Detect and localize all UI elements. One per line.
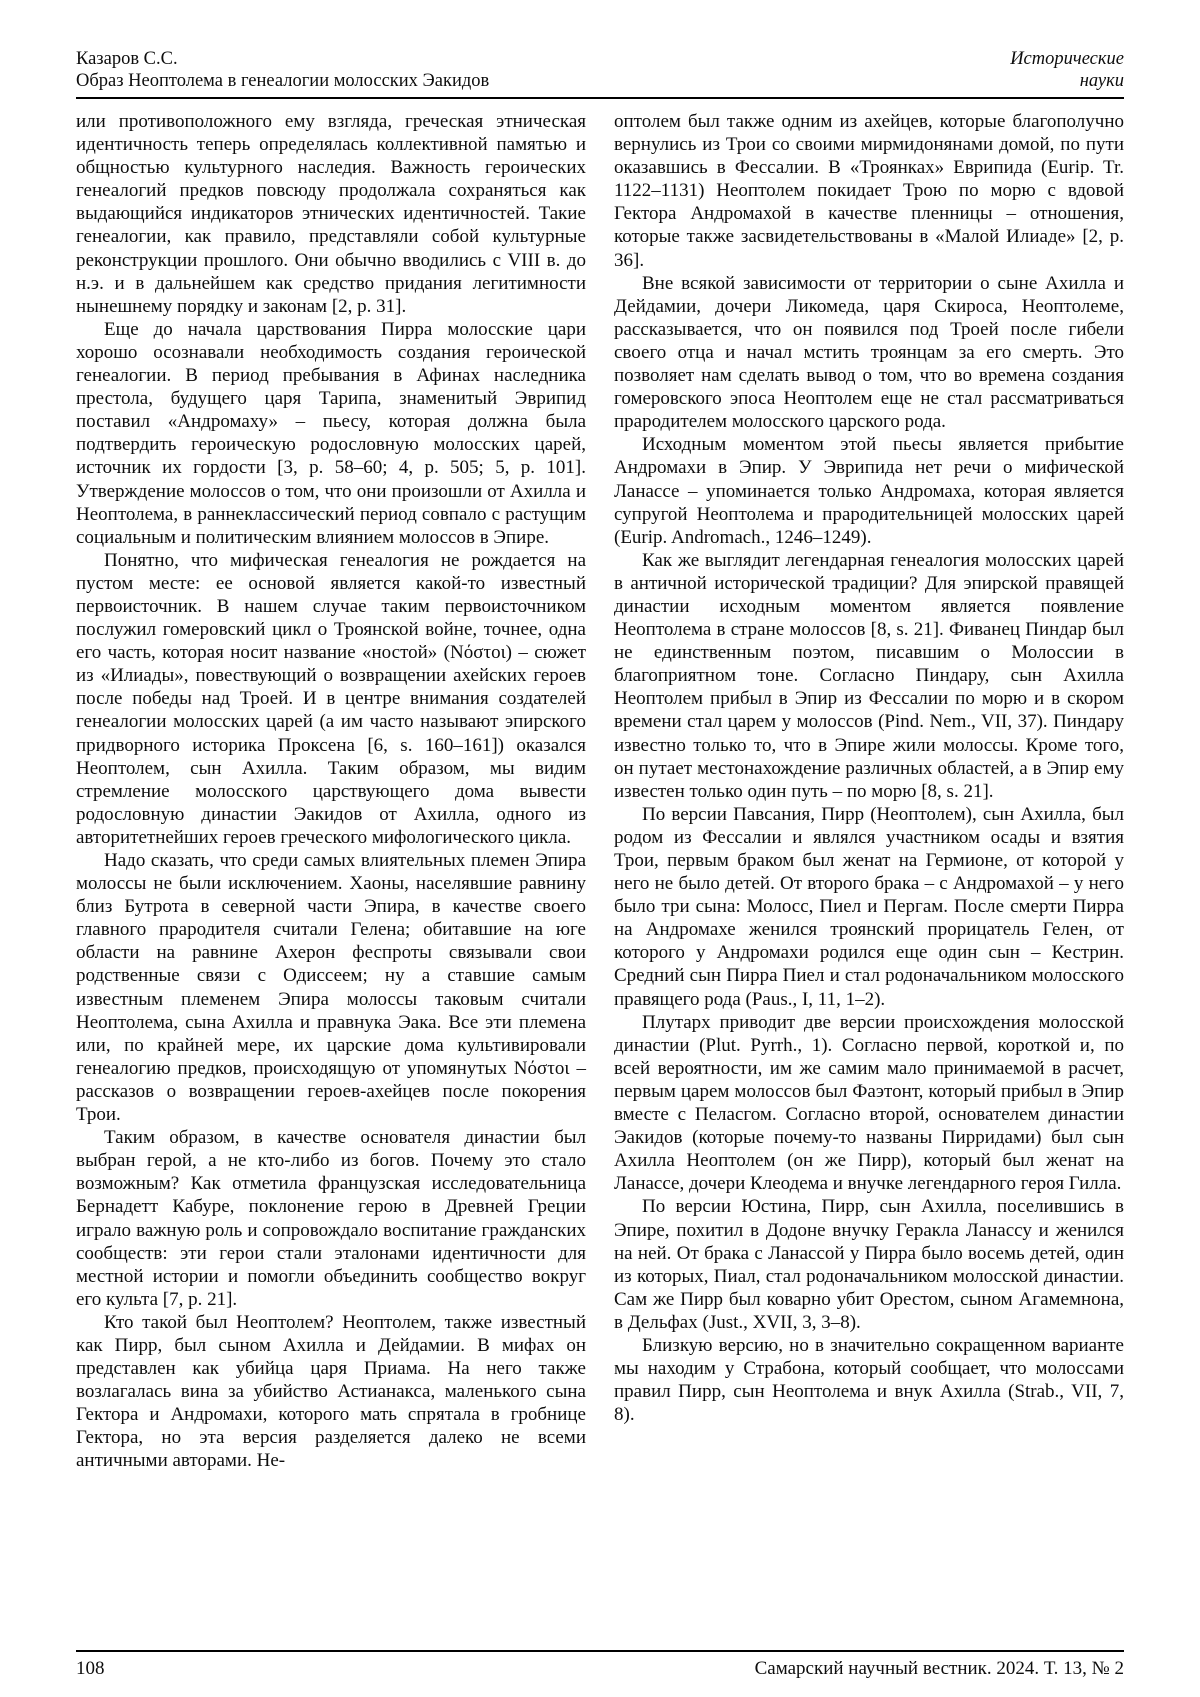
paragraph: Надо сказать, что среди самых влиятельных племен Эпира молоссы не были исключением. Хаоны, населявшие равнину близ Бутрота в северной части Эпира, в качестве своего главного прародителя считали Гелена; обитавшие на юге области на равнине Ахерон феспроты связывали свои родственные связи с Одиссеем; ну а ставшие самым известным племенем Эпира молоссы таковым считали Неоптолема, сына Ахилла и правнука Эака. Все эти племена или, по крайней мере, их царские дома культивировали генеалогию предков, происходящую от упомянутых Νόστοι – рассказов о возвращении героев-ахейцев после покорения Трои.	[76, 850, 586, 1126]
paragraph: Вне всякой зависимости от территории о сыне Ахилла и Дейдамии, дочери Ликомеда, царя Скироса, Неоптолеме, рассказывается, что он появился под Троей после гибели своего отца и начал мстить троянцам за его смерть. Это позволяет нам сделать вывод о том, что во времена создания гомеровского эпоса Неоптолем еще не стал рассматриваться прародителем молосского царского рода.	[614, 272, 1124, 433]
paragraph: Таким образом, в качестве основателя династии был выбран герой, а не кто-либо из богов. Почему это стало возможным? Как отметила французская исследовательница Бернадетт Кабуре, поклонение герою в Древней Греции играло важную роль и сопровождало воспитание гражданских сообществ: эти герои стали эталонами идентичности для местной истории и помогли объединить сообщество вокруг его культа [7, p. 21].	[76, 1127, 586, 1310]
page-number: 108	[76, 1658, 105, 1679]
paragraph: Еще до начала царствования Пирра молосские цари хорошо осознавали необходимость создания героической генеалогии. В период пребывания в Афинах наследника престола, будущего царя Тарипа, знаменитый Эврипид поставил «Андромаху» – пьесу, которая должна была подтвердить героическую родословную молосских царей, источник их гордости [3, p. 58–60; 4, p. 505; 5, p. 101]. Утверждение молоссов о том, что они произошли от Ахилла и Неоптолема, в раннеклассический период совпало с растущим социальным и политическим влиянием молоссов в Эпире.	[76, 318, 586, 548]
paragraph: Кто такой был Неоптолем? Неоптолем, также известный как Пирр, был сыном Ахилла и Дейдамии. В мифах он представлен как убийца царя Приама. На него также возлагалась вина за убийство Астианакса, маленького сына Гектора и Андромахи, которого мать спрятала в гробнице Гектора, но эта версия разделяется далеко не всеми античными авторами. Не-	[76, 1311, 586, 1472]
header-running-title: Образ Неоптолема в генеалогии молосских Эакидов	[76, 71, 490, 91]
paragraph: оптолем был также одним из ахейцев, которые благополучно вернулись из Трои со своими мирмидонянами домой, по пути оказавшись в Фессалии. В «Троянках» Еврипида (Eurip. Tr. 1122–1131) Неоптолем покидает Трою по морю с вдовой Гектора Андромахой в качестве пленницы – отношения, которые также засвидетельствованы в «Малой Илиаде» [2, p. 36].	[614, 111, 1124, 271]
header-section-line2: науки	[1079, 71, 1124, 91]
header-rule	[76, 97, 1124, 99]
paragraph: По версии Юстина, Пирр, сын Ахилла, поселившись в Эпире, похитил в Додоне внучку Геракла Ланассу и женился на ней. От брака с Ланассой у Пирра было восемь детей, один из которых, Пиал, стал родоначальником молосской династии. Сам же Пирр был коварно убит Орестом, сыном Агамемнона, в Дельфах (Just., XVII, 3, 3–8).	[614, 1196, 1124, 1333]
journal-reference: Самарский научный вестник. 2024. Т. 13, № 2	[754, 1658, 1124, 1679]
paragraph: Плутарх приводит две версии происхождения молосской династии (Plut. Pyrrh., 1). Согласно первой, короткой и, по всей вероятности, им же самим мало принимаемой в расчет, первым царем молоссов был Фаэтонт, который прибыл в Эпир вместе с Пеласгом. Согласно второй, основателем династии Эакидов (которые почему-то названы Пирридами) был сын Ахилла Неоптолем (он же Пирр), который был женат на Ланассе, дочери Клеодема и внучке легендарного героя Гилла.	[614, 1011, 1124, 1195]
footer-rule	[76, 1650, 1124, 1652]
paragraph: Понятно, что мифическая генеалогия не рождается на пустом месте: ее основой является какой-то известный первоисточник. В нашем случае таким первоисточником послужил гомеровский цикл о Троянской войне, точнее, одна его часть, которая носит название «ностой» (Νόστοι) – сюжет из «Илиады», повествующий о возвращении ахейских героев после победы над Троей. И в центре внимания создателей генеалогии молосских царей (а им часто называют эпирского придворного историка Проксена [6, s. 160–161]) оказался Неоптолем, сын Ахилла. Таким образом, мы видим стремление молосского царствующего дома вывести родословную династии Эакидов от Ахилла, одного из авторитетнейших героев греческого мифологического цикла.	[76, 549, 586, 848]
article-body	[76, 110, 1124, 1642]
header-left	[76, 48, 489, 92]
header-section-line1: Исторические	[1010, 49, 1124, 69]
header-section	[1010, 48, 1124, 92]
page-footer	[76, 1657, 1124, 1681]
paragraph: Как же выглядит легендарная генеалогия молосских царей в античной исторической традиции? Для эпирской правящей династии исходным моментом является появление Неоптолема в стране молоссов [8, s. 21]. Фиванец Пиндар был не единственным поэтом, писавшим о Молоссии в благоприятном тоне. Согласно Пиндару, сын Ахилла Неоптолем прибыл в Эпир из Фессалии по морю и в скором времени стал царем у молоссов (Pind. Nem., VII, 37). Пиндару известно только то, что в Эпире жили молоссы. Кроме того, он путает местонахождение различных областей, а в Эпир ему известен только один путь – по морю [8, s. 21].	[614, 549, 1124, 802]
paragraph: Исходным моментом этой пьесы является прибытие Андромахи в Эпир. У Эврипида нет речи о мифической Ланассе – упоминается только Андромаха, которая является супругой Неоптолема и прародительницей молосских царей (Eurip. Andromach., 1246–1249).	[614, 434, 1124, 548]
page-header	[76, 48, 1124, 92]
left-column	[76, 110, 586, 1642]
paragraph: Близкую версию, но в значительно сокращенном варианте мы находим у Страбона, который сообщает, что молоссами правил Пирр, сын Неоптолема и внук Ахилла (Strab., VII, 7, 8).	[614, 1334, 1124, 1426]
right-column	[614, 110, 1124, 1642]
header-author: Казаров С.С.	[76, 49, 178, 69]
paragraph: или противоположного ему взгляда, греческая этническая идентичность теперь определялась коллективной памятью и общностью культурного наследия. Важность героических генеалогий предков повсюду продолжала сохраняться как выдающийся индикаторов этнических идентичностей. Такие генеалогии, как правило, представляли собой культурные реконструкции прошлого. Они обычно вводились с VIII в. до н.э. и в дальнейшем как средство придания легитимности нынешнему порядку и законам [2, p. 31].	[76, 111, 586, 317]
paragraph: По версии Павсания, Пирр (Неоптолем), сын Ахилла, был родом из Фессалии и являлся участником осады и взятия Трои, первым браком был женат на Гермионе, от которой у него не было детей. От второго брака – с Андромахой – у него было три сына: Молосс, Пиел и Пергам. После смерти Пирра на Андромахе женился троянский прорицатель Гелен, от которого у Андромахи родился еще один сын – Кестрин. Средний сын Пирра Пиел и стал родоначальником молосского правящего рода (Paus., I, 11, 1–2).	[614, 803, 1124, 1010]
